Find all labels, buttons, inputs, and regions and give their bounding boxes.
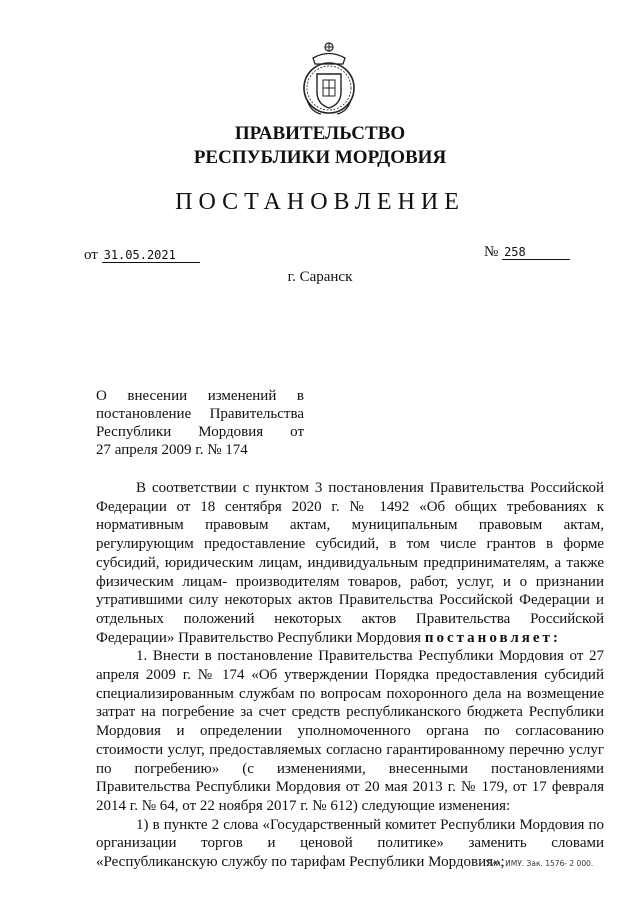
preamble-paragraph — [96, 479, 604, 647]
date-prefix: от — [84, 247, 98, 263]
document-number — [484, 244, 570, 261]
number-prefix: № — [484, 244, 499, 260]
date-value: 31.05.2021 — [102, 248, 200, 263]
document-subject — [96, 387, 304, 459]
preamble-text: В соответствии с пунктом 3 постановления Правительства Российской Федерации от 18 сентября 2020 г. № 1492 «Об общих требованиях к нормативным правовым актам, муниципальным правовым актам, регулирующим предоставление субсидий, в том числе грантов в форме субсидий, юридическим лицам, индивидуальным предпринимателям, а также физическим лицам- производителям товаров, работ, услуг, и о признании утратившими силу некоторых актов Правительства Российской Федерации и отдельных положений некоторых актов Правительства Российской Федерации» Правительство Республики Мордовия — [96, 480, 604, 646]
subject-line: 27 апреля 2009 г. № 174 — [96, 442, 248, 458]
decree-word: постановляет: — [424, 629, 561, 646]
city: г. Саранск — [287, 269, 353, 285]
document-date — [84, 247, 200, 264]
print-mark: Тип. ИМУ. Зак. 1576- 2 000. — [486, 859, 594, 868]
document-body — [96, 479, 604, 872]
subject-line: постановление Правительства — [96, 406, 304, 422]
document-type-title: ПОСТАНОВЛЕНИЕ — [175, 189, 465, 215]
coat-of-arms-icon — [299, 40, 359, 126]
government-heading-line-1: ПРАВИТЕЛЬСТВО — [234, 123, 406, 144]
number-value: 258 — [502, 245, 570, 260]
government-heading — [0, 122, 640, 170]
item-1-1-paragraph: 1) в пункте 2 слова «Государственный комитет Республики Мордовия по организации торгов и ценовой политике» заменить словами «Республиканскую службу по тарифам Республики Мордовия»; — [96, 816, 604, 871]
government-heading-line-2: РЕСПУБЛИКИ МОРДОВИЯ — [193, 147, 447, 168]
subject-line: Республики Мордовия от — [96, 424, 304, 440]
subject-line: О внесении изменений в — [96, 388, 304, 404]
item-1-paragraph: 1. Внести в постановление Правительства Республики Мордовия от 27 апреля 2009 г. № 174 «Об утверждении Порядка предоставления субсидий специализированным службам по вопросам похоронного дела на возмещение затрат на погребение за счет средств республиканского бюджета Республики Мордовия и определении уполномоченного органа по согласованию стоимости услуг, предоставляемых согласно гарантированному перечню услуг по погребению» (с изменениями, внесенными постановлениями Правительства Республики Мордовия от 20 мая 2013 г. № 179, от 17 февраля 2014 г. № 64, от 22 ноября 2017 г. № 612) следующие изменения: — [96, 648, 604, 814]
